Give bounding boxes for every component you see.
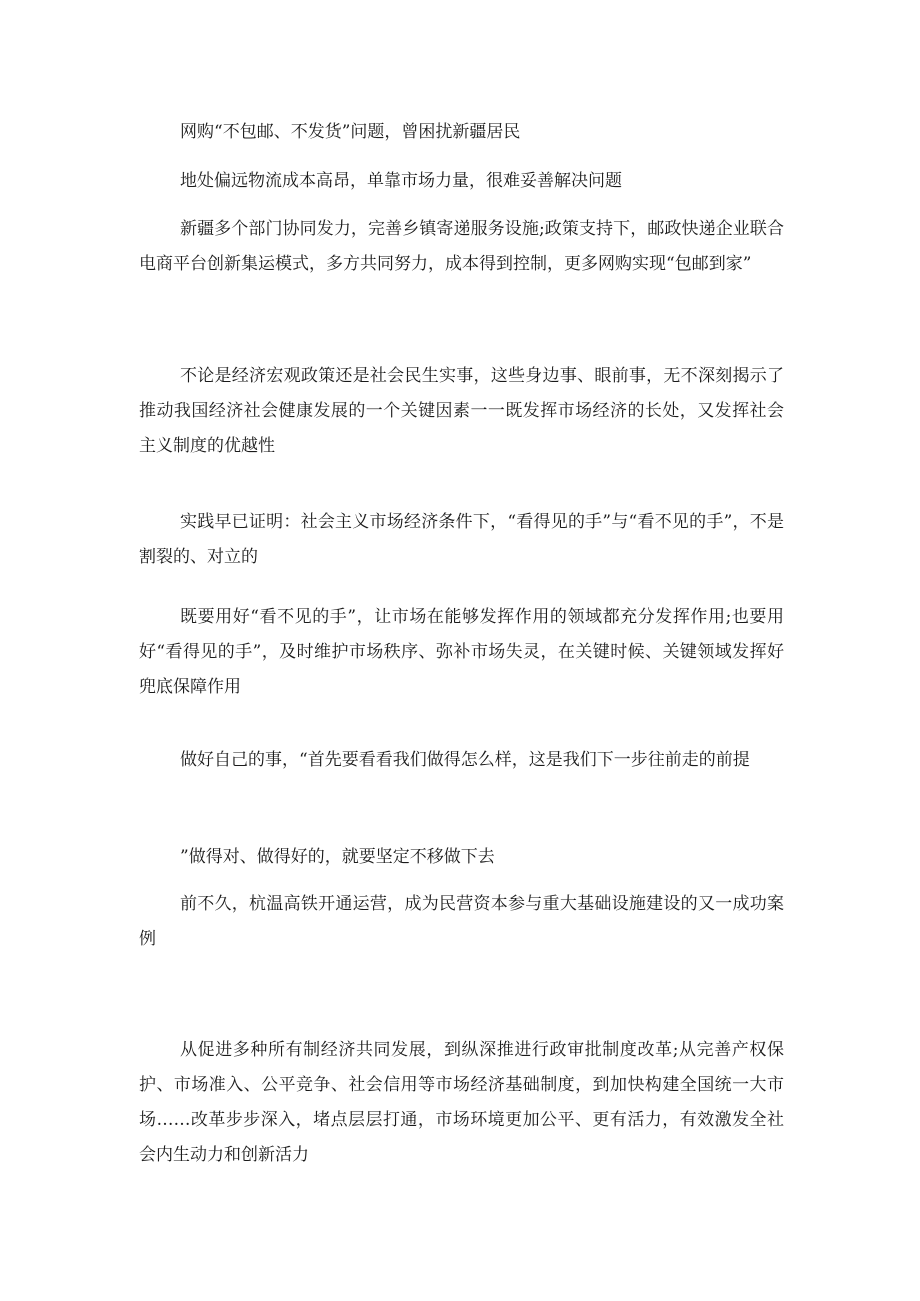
paragraph-7: 做好自己的事，“首先要看看我们做得怎么样，这是我们下一步往前走的前提 [180, 750, 750, 770]
paragraph-3: 新疆多个部门协同发力，完善乡镇寄递服务设施;政策支持下，邮政快递企业联合电商平台创新集运模式，多方共同努力，成本得到控制，更多网购实现“包邮到家” [139, 219, 784, 274]
paragraph-8: ”做得对、做得好的，就要坚定不移做下去 [180, 847, 495, 867]
paragraph-2: 地处偏远物流成本高昂，单靠市场力量，很难妥善解决问题 [180, 171, 622, 191]
paragraph-1: 网购“不包邮、不发货”问题，曾困扰新疆居民 [180, 122, 521, 142]
paragraph-10: 从促进多种所有制经济共同发展，到纵深推进行政审批制度改革;从完善产权保护、市场准入、公平竞争、社会信用等市场经济基础制度，到加快构建全国统一大市场……改革步步深入，堵点层层打通，市场环境更加公平、更有活力，有效激发全社会内生动力和创新活力 [139, 1040, 784, 1165]
paragraph-6: 既要用好“看不见的手”，让市场在能够发挥作用的领域都充分发挥作用;也要用好“看得见的手”，及时维护市场秩序、弥补市场失灵，在关键时候、关键领域发挥好兜底保障作用 [139, 607, 784, 697]
paragraph-9: 前不久，杭温高铁开通运营，成为民营资本参与重大基础设施建设的又一成功案例 [139, 894, 784, 949]
paragraph-4: 不论是经济宏观政策还是社会民生实事，这些身边事、眼前事，无不深刻揭示了推动我国经济社会健康发展的一个关键因素一一既发挥市场经济的长处，又发挥社会主义制度的优越性 [139, 366, 784, 456]
paragraph-5: 实践早已证明：社会主义市场经济条件下，“看得见的手”与“看不见的手”，不是割裂的、对立的 [139, 512, 784, 567]
